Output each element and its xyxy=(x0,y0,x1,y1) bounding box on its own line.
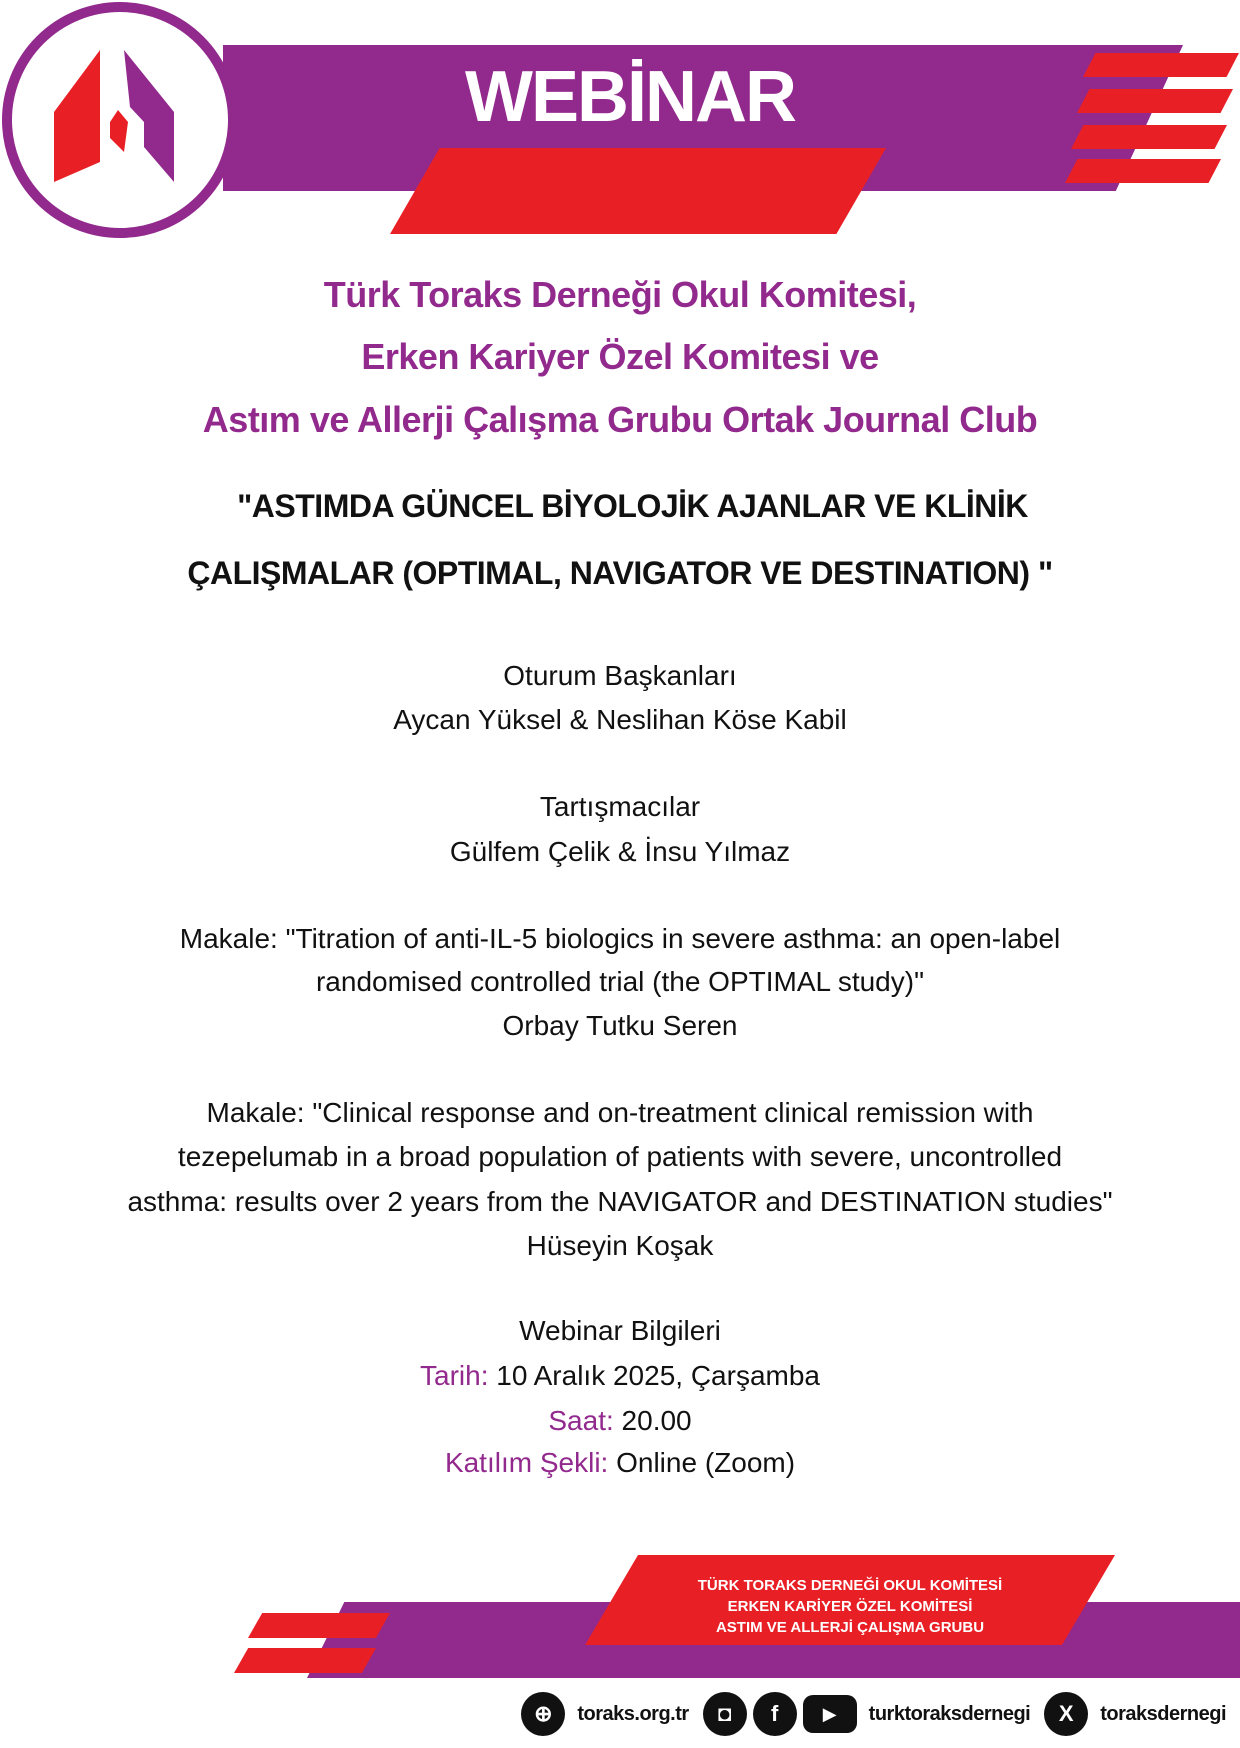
article-2-presenter: Hüseyin Koşak xyxy=(526,1230,714,1261)
chairs-label: Oturum Başkanları xyxy=(503,660,737,691)
youtube-icon: ▶ xyxy=(803,1695,857,1733)
organizer-line: Erken Kariyer Özel Komitesi ve xyxy=(361,336,879,377)
info-date-label: Tarih: xyxy=(420,1360,489,1391)
event-title: "ASTIMDA GÜNCEL BİYOLOJİK AJANLAR VE KLİNİK xyxy=(237,488,1028,524)
info-time-value: 20.00 xyxy=(621,1405,692,1436)
website-link[interactable] xyxy=(521,1692,688,1736)
x-handle-text: toraksdernegi xyxy=(1100,1702,1226,1725)
chairs-names: Aycan Yüksel & Neslihan Köse Kabil xyxy=(393,704,847,735)
handle-text: turktoraksdernegi xyxy=(868,1702,1031,1725)
info-date xyxy=(0,1360,1240,1392)
organizer-line: Türk Toraks Derneği Okul Komitesi, xyxy=(323,274,917,315)
footer-stripe xyxy=(248,1613,390,1638)
footer-org-line: ERKEN KARİYER ÖZEL KOMİTESİ xyxy=(727,1598,973,1615)
header-red-block xyxy=(390,148,886,234)
info-mode-value: Online (Zoom) xyxy=(616,1447,796,1478)
webinar-badge: WEBİNAR xyxy=(465,57,795,137)
footer-org-line: ASTIM VE ALLERJİ ÇALIŞMA GRUBU xyxy=(715,1619,985,1636)
info-mode xyxy=(0,1447,1240,1479)
article-2-line: tezepelumab in a broad population of patients with severe, uncontrolled xyxy=(177,1141,1063,1172)
discussants-names: Gülfem Çelik & İnsu Yılmaz xyxy=(449,836,791,867)
info-date-value: 10 Aralık 2025, Çarşamba xyxy=(496,1360,820,1391)
info-time-label: Saat: xyxy=(548,1405,614,1436)
organizer-line: Astım ve Allerji Çalışma Grubu Ortak Journal Club xyxy=(202,399,1038,440)
footer-org-line: TÜRK TORAKS DERNEĞİ OKUL KOMİTESİ xyxy=(697,1577,1003,1594)
facebook-icon: f xyxy=(753,1692,797,1736)
footer-stripe xyxy=(234,1648,376,1673)
social-bar xyxy=(521,1690,1226,1738)
x-icon: X xyxy=(1044,1692,1088,1736)
article-1-line: randomised controlled trial (the OPTIMAL study)" xyxy=(315,966,925,997)
info-heading: Webinar Bilgileri xyxy=(519,1315,721,1346)
x-handle[interactable] xyxy=(1044,1692,1226,1736)
article-2-line: asthma: results over 2 years from the NAVIGATOR and DESTINATION studies" xyxy=(127,1186,1113,1217)
social-handle[interactable] xyxy=(703,1692,1031,1736)
info-time xyxy=(0,1405,1240,1437)
info-mode-label: Katılım Şekli: xyxy=(444,1447,609,1478)
article-1-presenter: Orbay Tutku Seren xyxy=(502,1010,738,1041)
event-title: ÇALIŞMALAR (OPTIMAL, NAVIGATOR VE DESTINATION) " xyxy=(187,555,1053,591)
globe-icon: ⊕ xyxy=(521,1692,565,1736)
website-text: toraks.org.tr xyxy=(577,1702,689,1725)
discussants-label: Tartışmacılar xyxy=(539,791,701,822)
instagram-icon: ◘ xyxy=(703,1692,747,1736)
article-1-line: Makale: "Titration of anti-IL-5 biologics in severe asthma: an open-label xyxy=(179,923,1061,954)
article-2-line: Makale: "Clinical response and on-treatment clinical remission with xyxy=(206,1097,1034,1128)
